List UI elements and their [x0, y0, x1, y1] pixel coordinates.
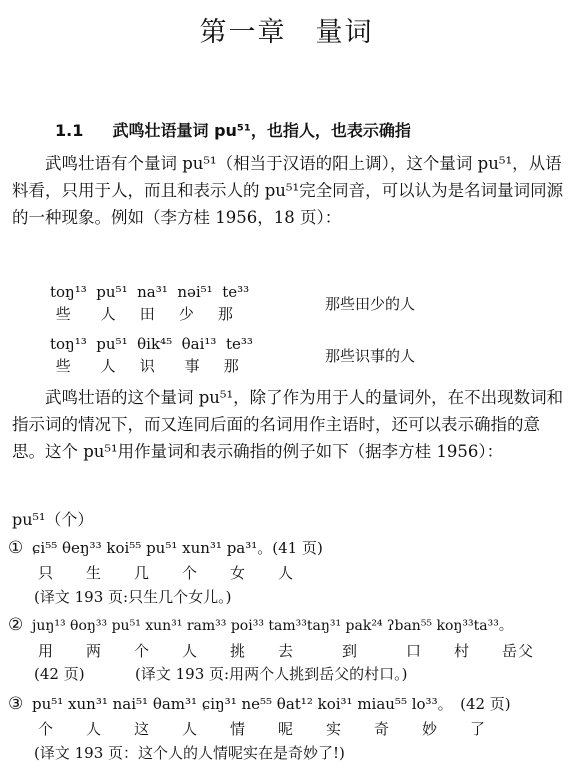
- example-2-marker: ②: [8, 615, 24, 635]
- word: pu⁵¹: [96, 335, 128, 353]
- gloss: 人: [100, 357, 117, 375]
- example-row-2-translation: 那些识事的人: [325, 347, 416, 365]
- example-2-line: juŋ¹³ θoŋ³³ pu⁵¹ xun³¹ ram³³ poi³³ tam³³taŋ³¹ pak²⁴ ʔban⁵⁵ koŋ³³ta³³。: [32, 618, 513, 634]
- example-row-2-words: [50, 333, 253, 355]
- example-2-page: (42 页): [34, 665, 85, 683]
- paragraph-definite: [12, 384, 564, 465]
- paragraph-intro-text: 武鸣壮语有个量词 pu⁵¹（相当于汉语的阳上调），这个量词 pu⁵¹，从语料看，只用于人，而且和表示人的 pu⁵¹完全同音，可以认为是名词量词同源的一种现象。例如（李方桂 1956，18 页）：: [12, 154, 564, 227]
- example-1-marker: ①: [8, 538, 24, 558]
- word: na³¹: [137, 283, 168, 301]
- example-2-gloss: 用 两 个 人 挑 去 到 口 村 岳父: [38, 642, 535, 660]
- word: toŋ¹³: [50, 283, 87, 301]
- example-row-1: [50, 281, 249, 325]
- paragraph-intro: [12, 150, 564, 231]
- word: toŋ¹³: [50, 335, 87, 353]
- example-2: [8, 615, 513, 635]
- example-3-marker: ③: [8, 694, 24, 714]
- example-row-2-gloss: [50, 355, 253, 377]
- example-3-line: pu⁵¹ xun³¹ nai⁵¹ θam³¹ ɕiŋ³¹ ne⁵⁵ θat¹² koi³¹ miau⁵⁵ lo³³。 (42 页): [32, 695, 511, 713]
- gloss: 那: [217, 305, 234, 323]
- example-row-2: [50, 333, 253, 377]
- example-2-note: (译文 193 页:用两个人挑到岳父的村口。): [135, 665, 408, 683]
- gloss: 少: [178, 305, 195, 323]
- example-3: [8, 693, 511, 714]
- word: te³³: [222, 283, 250, 301]
- example-1-gloss: 只 生 几 个 女 人: [38, 564, 295, 582]
- example-3-gloss: 个 人 这 人 情 呢 实 奇 妙 了: [38, 720, 487, 738]
- section-number: 1.1: [55, 121, 84, 140]
- chapter-title: 第一章 量词: [199, 17, 374, 48]
- word: te³³: [226, 335, 253, 353]
- example-1-line: ɕi⁵⁵ θeŋ³³ koi⁵⁵ pu⁵¹ xun³¹ pa³¹。(41 页): [32, 539, 323, 557]
- gloss: 人: [100, 305, 117, 323]
- example-row-1-gloss: [50, 303, 249, 325]
- word: θik⁴⁵: [137, 335, 173, 353]
- section-heading-text: 武鸣壮语量词 pu⁵¹，也指人，也表示确指: [112, 121, 411, 140]
- gloss: 些: [55, 305, 72, 323]
- word: θai¹³: [181, 335, 217, 353]
- example-3-note: (译文 193 页：这个人的人情呢实在是奇妙了!): [34, 744, 345, 762]
- example-row-1-translation: 那些田少的人: [325, 295, 416, 313]
- gloss: 田: [139, 305, 156, 323]
- pu51-label: pu⁵¹（个）: [12, 510, 94, 529]
- example-1: [8, 537, 323, 558]
- example-1-note: (译文 193 页:只生几个女儿。): [34, 588, 232, 606]
- gloss: 识: [139, 357, 156, 375]
- section-heading: [55, 118, 411, 141]
- gloss: 事: [184, 357, 201, 375]
- gloss: 那: [223, 357, 240, 375]
- paragraph-definite-text: 武鸣壮语的这个量词 pu⁵¹，除了作为用于人的量词外，在不出现数词和指示词的情况下，而又连同后面的名词用作主语时，还可以表示确指的意思。这个 pu⁵¹用作量词和表示确指的例子如下（据李方桂 1956）：: [12, 388, 564, 461]
- word: pu⁵¹: [96, 283, 128, 301]
- example-row-1-words: [50, 281, 249, 303]
- gloss: 些: [55, 357, 72, 375]
- word: nəi⁵¹: [177, 283, 213, 301]
